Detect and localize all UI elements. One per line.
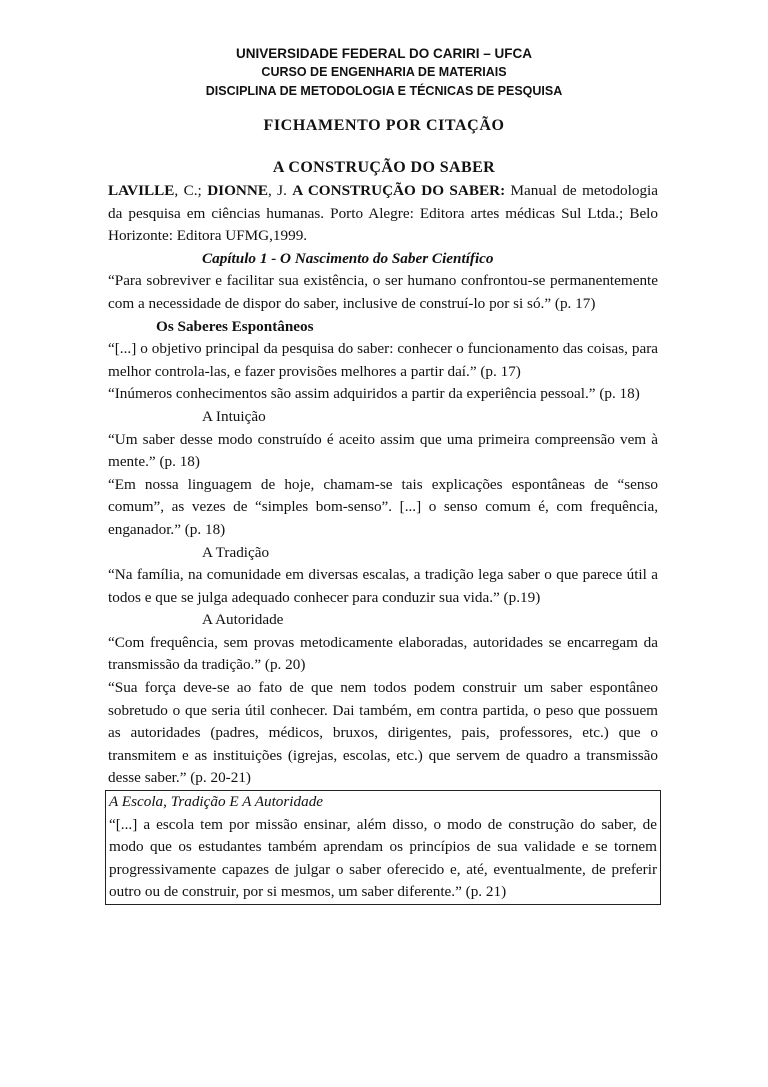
reference-author-2: DIONNE xyxy=(207,182,268,199)
reference-separator-1: , C.; xyxy=(174,182,208,199)
citation-quote: “Um saber desse modo construído é aceito assim que uma primeira compreensão vem à mente.” (p. 18) xyxy=(108,430,658,471)
citation-quote: “Sua força deve-se ao fato de que nem todos podem construir um saber espontâneo sobretudo o que seria útil conhecer. Dai também, em contra partida, o peso que possuem as autoridades (padres, médicos, bruxos, dirigentes, pais, professores, etc.) que o transmitem e as instituições (igrejas, escolas, etc.) que servem de quadro a transmissão desse saber.” (p. 20-21) xyxy=(108,679,658,787)
citation-quote: “[...] o objetivo principal da pesquisa do saber: conhecer o funcionamento das coisas, para melhor controla-las, e fazer provisões melhores a partir daí.” (p. 17) xyxy=(108,340,658,380)
reference-details: Manual de metodologia da pesquisa em ciências humanas. Porto Alegre: Editora artes médicas Sul Ltda.; Belo Horizonte: Editora UFMG,1999. xyxy=(108,182,658,245)
document-title: FICHAMENTO POR CITAÇÃO xyxy=(263,117,505,134)
box-heading: A Escola, Tradição E A Autoridade xyxy=(109,793,324,811)
bibliographic-reference xyxy=(108,180,658,248)
discipline-name: DISCIPLINA DE METODOLOGIA E TÉCNICAS DE PESQUISA xyxy=(205,84,563,98)
box-quote: “[...] a escola tem por missão ensinar, além disso, o modo de construção do saber, de modo que os estudantes também aprendam os princípios de sua validade e se tornem progressivamente capazes de julgar o saber oferecido e, até, eventualmente, de preferir outro ou de construir, por si mesmos, um saber diferente.” (p. 21) xyxy=(109,815,657,901)
subsection-heading: A Tradição xyxy=(202,543,270,561)
chapter-heading: Capítulo 1 - O Nascimento do Saber Científico xyxy=(202,249,494,267)
document-body xyxy=(108,180,658,905)
citation-quote: “Com frequência, sem provas metodicamente elaboradas, autoridades se encarregam da transmissão da tradição.” (p. 20) xyxy=(108,633,658,674)
subsection-heading: A Autoridade xyxy=(202,611,284,629)
document-subtitle: A CONSTRUÇÃO DO SABER xyxy=(272,159,496,176)
reference-book-title: A CONSTRUÇÃO DO SABER: xyxy=(292,182,506,199)
course-name: CURSO DE ENGENHARIA DE MATERIAIS xyxy=(261,65,507,79)
subsection-heading: A Intuição xyxy=(202,407,266,425)
university-name: UNIVERSIDADE FEDERAL DO CARIRI – UFCA xyxy=(235,46,533,61)
section-heading: Os Saberes Espontâneos xyxy=(156,317,314,335)
citation-quote: “Em nossa linguagem de hoje, chamam-se tais explicações espontâneas de “senso comum”, as vezes de “simples bom-senso”. [...] o senso comum é, com frequência, enganador.” (p. 18) xyxy=(108,475,658,538)
citation-quote: “Inúmeros conhecimentos são assim adquiridos a partir da experiência pessoal.” (p. 18) xyxy=(108,385,640,403)
citation-quote: “Para sobreviver e facilitar sua existência, o ser humano confrontou-se permanentemente com a necessidade de dispor do saber, inclusive de construí-lo por si só.” (p. 17) xyxy=(108,272,658,312)
document-header xyxy=(0,44,768,101)
citation-quote: “Na família, na comunidade em diversas escalas, a tradição lega saber o que parece útil a todos e que se julga adequado conhecer para conduzir sua vida.” (p.19) xyxy=(108,566,658,606)
reference-author-1: LAVILLE xyxy=(108,182,175,199)
reference-separator-2: , J. xyxy=(267,182,293,199)
highlight-box xyxy=(105,790,661,905)
